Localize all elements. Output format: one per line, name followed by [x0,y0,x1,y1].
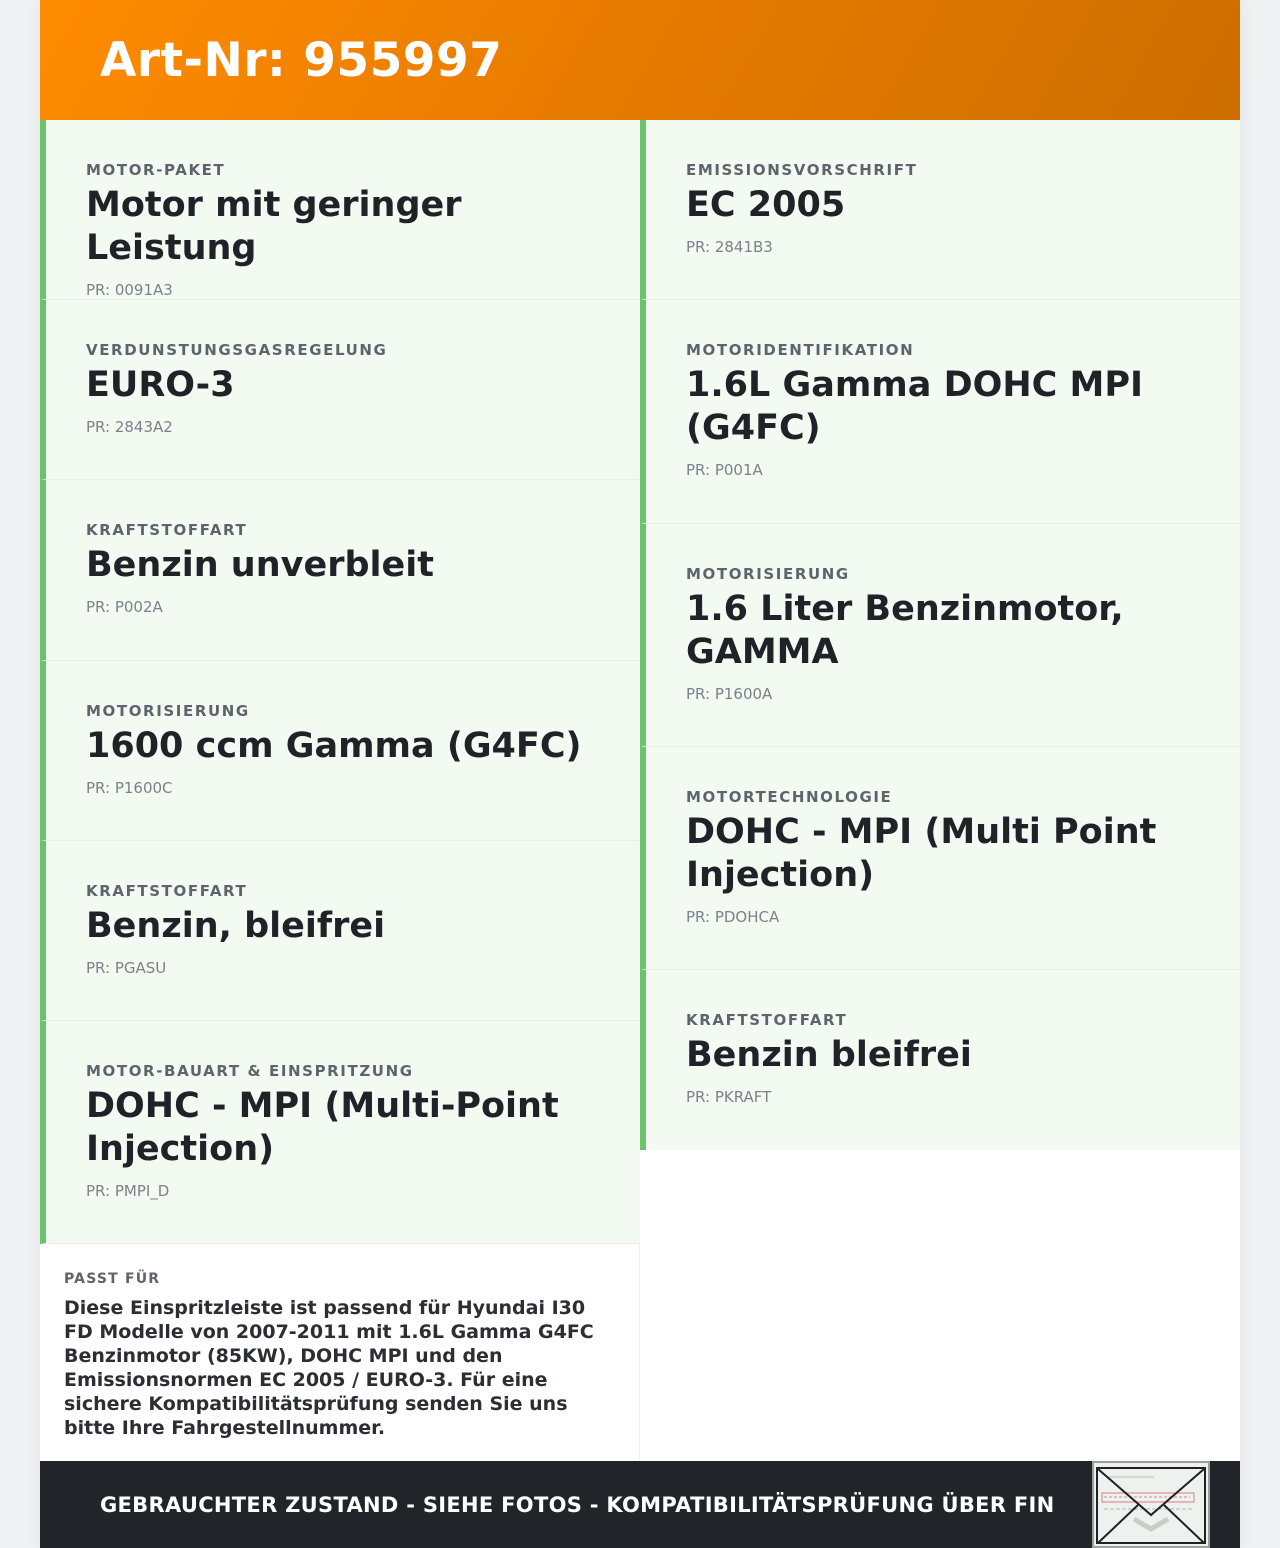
right-column [640,120,1240,1462]
fits-description: Diese Einspritzleiste ist passend für Hyundai I30 FD Modelle von 2007-2011 mit 1.6L Gamma G4FC Benzinmotor (85KW), DOHC MPI und den Emissionsnormen EC 2005 / EURO-3. Für eine sichere Kompatibilitätsprüfung senden Sie uns bitte Ihre Fahrgestellnummer. [64,1297,594,1439]
spec-label: KRAFTSTOFFART [86,882,248,900]
fits-label: PASST FÜR [64,1271,161,1287]
spec-pr-code: PR: PDOHCA [686,908,780,926]
spec-grid [40,120,1240,1462]
spec-value: 1600 ccm Gamma (G4FC) [86,726,582,766]
spec-pr-code: PR: PKRAFT [686,1088,772,1106]
spec-card-emissionsvorschrift [640,120,1240,300]
spec-card-motortechnologie [640,747,1240,970]
spec-label: MOTORTECHNOLOGIE [686,788,893,806]
spec-value: DOHC - MPI (Multi-Point Injection) [86,1086,559,1169]
left-column [40,120,640,1462]
spec-pr-code: PR: PMPI_D [86,1182,170,1200]
spec-card-kraftstoffart-2 [40,841,640,1021]
spec-card-motor-paket [40,120,640,300]
spec-pr-code: PR: P1600C [86,779,173,797]
spec-value: 1.6L Gamma DOHC MPI (G4FC) [686,365,1144,448]
spec-label: MOTORIDENTIFIKATION [686,341,915,359]
document-thumbnail-image [1092,1461,1210,1548]
spec-value: Benzin, bleifrei [86,906,386,946]
footer-condition-text: GEBRAUCHTER ZUSTAND - SIEHE FOTOS - KOMPATIBILITÄTSPRÜFUNG ÜBER FIN [100,1492,1055,1517]
spec-sheet [40,0,1240,1548]
spec-value: 1.6 Liter Benzinmotor, GAMMA [686,589,1124,672]
spec-pr-code: PR: 2841B3 [686,238,773,256]
spec-label: EMISSIONSVORSCHRIFT [686,161,918,179]
spec-value: Benzin unverbleit [86,545,434,585]
spec-value: DOHC - MPI (Multi Point Injection) [686,812,1157,895]
spec-card-motorisierung [40,661,640,841]
spec-card-kraftstoffart-right [640,970,1240,1150]
spec-card-verdunstungsgasregelung [40,300,640,480]
spec-pr-code: PR: PGASU [86,959,167,977]
spec-label: KRAFTSTOFFART [86,521,248,539]
spec-card-kraftstoffart [40,480,640,661]
spec-value: EC 2005 [686,185,846,225]
envelope-icon [1094,1463,1208,1546]
spec-label: KRAFTSTOFFART [686,1011,848,1029]
spec-card-motoridentifikation [640,300,1240,524]
spec-value: Motor mit geringer Leistung [86,185,462,268]
spec-label: MOTORISIERUNG [86,702,250,720]
spec-pr-code: PR: 2843A2 [86,418,173,436]
spec-label: MOTOR-BAUART & EINSPRITZUNG [86,1062,414,1080]
spec-pr-code: PR: 0091A3 [86,281,173,299]
spec-pr-code: PR: P002A [86,598,163,616]
spec-label: MOTOR-PAKET [86,161,226,179]
header-banner [40,0,1240,120]
spec-value: Benzin bleifrei [686,1035,972,1075]
fits-section [40,1244,640,1462]
article-number-title: Art-Nr: 955997 [100,32,503,88]
spec-value: EURO-3 [86,365,235,405]
spec-label: VERDUNSTUNGSGASREGELUNG [86,341,388,359]
spec-label: MOTORISIERUNG [686,565,850,583]
spec-pr-code: PR: P1600A [686,685,773,703]
spec-card-motor-bauart [40,1021,640,1244]
footer-bar [40,1461,1240,1548]
spec-pr-code: PR: P001A [686,461,763,479]
spec-card-motorisierung-right [640,524,1240,747]
